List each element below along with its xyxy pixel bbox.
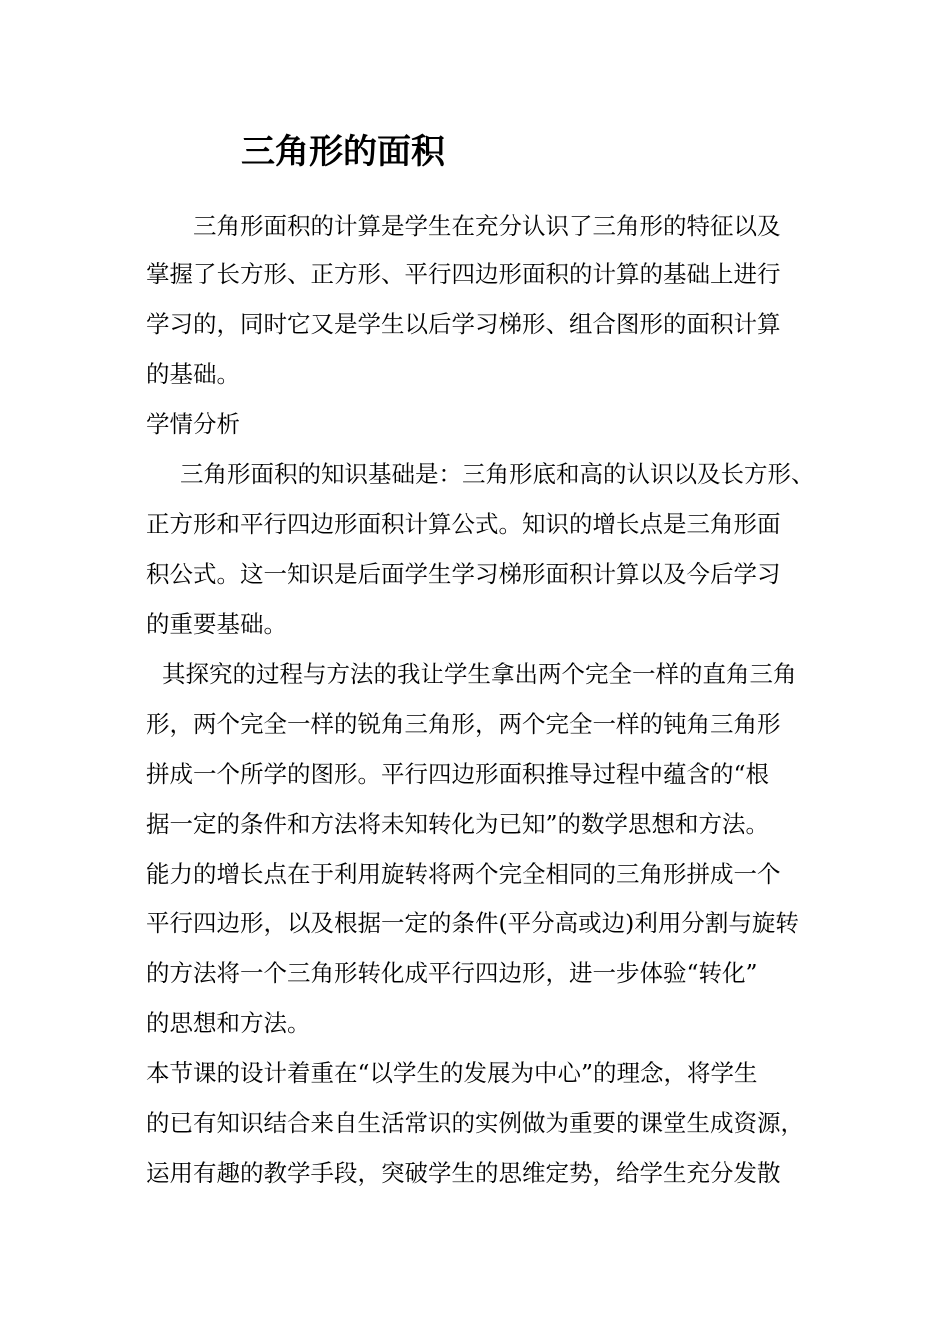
paragraph-line: 据一定的条件和方法将未知转化为已知”的数学思想和方法。 bbox=[146, 810, 770, 838]
paragraph-line: 拼成一个所学的图形。平行四边形面积推导过程中蕴含的“根 bbox=[146, 760, 770, 788]
paragraph-line: 其探究的过程与方法的我让学生拿出两个完全一样的直角三角 bbox=[162, 660, 797, 688]
paragraph-line: 的重要基础。 bbox=[146, 610, 287, 638]
paragraph-line: 本节课的设计着重在“以学生的发展为中心”的理念，将学生 bbox=[146, 1059, 758, 1087]
paragraph-line: 运用有趣的教学手段，突破学生的思维定势，给学生充分发散 bbox=[146, 1159, 781, 1187]
paragraph-line: 平行四边形，以及根据一定的条件(平分高或边)利用分割与旋转 bbox=[146, 909, 799, 937]
paragraph-line: 积公式。这一知识是后面学生学习梯形面积计算以及今后学习 bbox=[146, 560, 781, 588]
paragraph-line: 的思想和方法。 bbox=[146, 1009, 311, 1037]
paragraph-line: 学习的，同时它又是学生以后学习梯形、组合图形的面积计算 bbox=[146, 310, 781, 338]
paragraph-line: 三角形面积的计算是学生在充分认识了三角形的特征以及 bbox=[193, 212, 781, 240]
paragraph-line: 三角形面积的知识基础是：三角形底和高的认识以及长方形、 bbox=[180, 460, 815, 488]
paragraph-line: 的已有知识结合来自生活常识的实例做为重要的课堂生成资源， bbox=[146, 1109, 804, 1137]
paragraph-line: 能力的增长点在于利用旋转将两个完全相同的三角形拼成一个 bbox=[146, 860, 781, 888]
paragraph-line: 的方法将一个三角形转化成平行四边形，进一步体验“转化” bbox=[146, 959, 758, 987]
paragraph-line: 形，两个完全一样的锐角三角形，两个完全一样的钝角三角形 bbox=[146, 710, 781, 738]
paragraph-line: 掌握了长方形、正方形、平行四边形面积的计算的基础上进行 bbox=[146, 260, 781, 288]
page-title: 三角形的面积 bbox=[241, 132, 445, 172]
paragraph-line: 正方形和平行四边形面积计算公式。知识的增长点是三角形面 bbox=[146, 510, 781, 538]
paragraph-line: 的基础。 bbox=[146, 360, 240, 388]
section-heading: 学情分析 bbox=[146, 410, 240, 438]
